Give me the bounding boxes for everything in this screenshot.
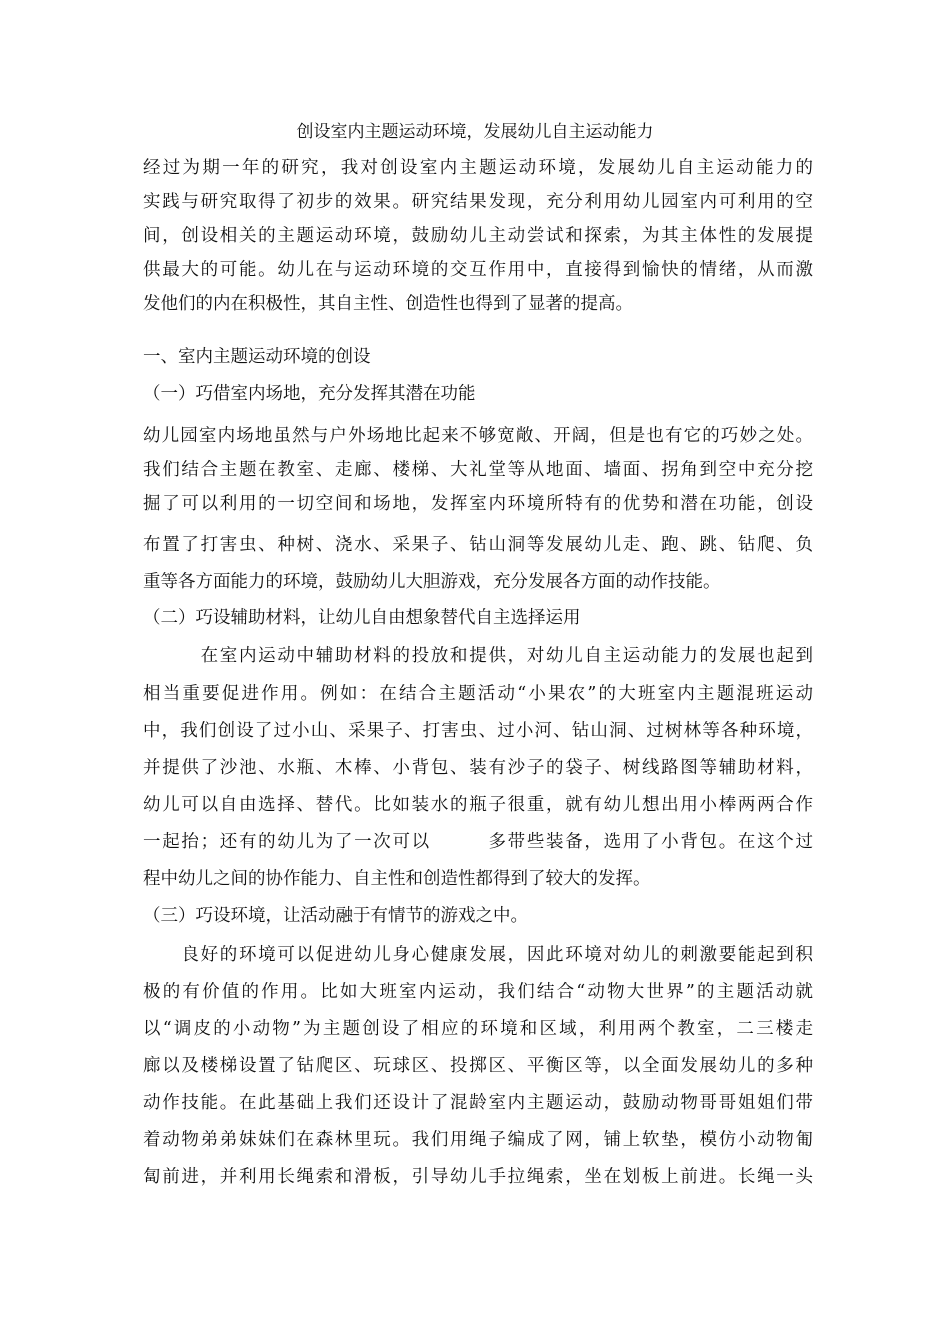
- text-line: 匐前进，并利用长绳索和滑板，引导幼儿手拉绳索，坐在划板上前进。长绳一头: [143, 1167, 813, 1187]
- text-line: 廊以及楼梯设置了钻爬区、玩球区、投掷区、平衡区等，以全面发展幼儿的多种: [143, 1056, 813, 1076]
- text-line: 相当重要促进作用。例如：在结合主题活动“小果农”的大班室内主题混班运动: [143, 684, 813, 704]
- text-line: 动作技能。在此基础上我们还设计了混龄室内主题运动，鼓励动物哥哥姐姐们带: [143, 1093, 813, 1113]
- text-line: 实践与研究取得了初步的效果。研究结果发现，充分利用幼儿园室内可利用的空: [143, 192, 813, 212]
- text-line: 我们结合主题在教室、走廊、楼梯、大礼堂等从地面、墙面、拐角到空中充分挖: [143, 460, 813, 480]
- text-line: 幼儿可以自由选择、替代。比如装水的瓶子很重，就有幼儿想出用小棒两两合作: [143, 795, 813, 815]
- text-line: 极的有价值的作用。比如大班室内运动，我们结合“动物大世界”的主题活动就: [143, 982, 813, 1002]
- text-line: 程中幼儿之间的协作能力、自主性和创造性都得到了较大的发挥。: [143, 869, 651, 889]
- text-line: 在室内运动中辅助材料的投放和提供，对幼儿自主运动能力的发展也起到: [143, 646, 813, 666]
- text-line: 一起抬；还有的幼儿为了一次可以 多带些装备，选用了小背包。在这个过: [143, 832, 813, 852]
- text-line: 良好的环境可以促进幼儿身心健康发展，因此环境对幼儿的刺激要能起到积: [143, 945, 813, 965]
- section-heading: 一、室内主题运动环境的创设: [143, 347, 371, 367]
- text-line: 以“调皮的小动物”为主题创设了相应的环境和区域，利用两个教室，二三楼走: [143, 1019, 813, 1039]
- text-line: 着动物弟弟妹妹们在森林里玩。我们用绳子编成了网，铺上软垫，模仿小动物匍: [143, 1130, 813, 1150]
- document-title: 创设室内主题运动环境，发展幼儿自主运动能力: [296, 122, 654, 142]
- subsection-heading: （一）巧借室内场地，充分发挥其潜在功能: [143, 384, 476, 404]
- text-line: 供最大的可能。幼儿在与运动环境的交互作用中，直接得到愉快的情绪，从而激: [143, 260, 813, 280]
- text-line: 中，我们创设了过小山、采果子、打害虫、过小河、钻山洞、过树林等各种环境，: [143, 721, 813, 741]
- text-line: 重等各方面能力的环境，鼓励幼儿大胆游戏，充分发展各方面的动作技能。: [143, 572, 721, 592]
- text-line: 布置了打害虫、种树、浇水、采果子、钻山洞等发展幼儿走、跑、跳、钻爬、负: [143, 535, 813, 555]
- text-line: 经过为期一年的研究，我对创设室内主题运动环境，发展幼儿自主运动能力的: [143, 158, 813, 178]
- subsection-heading: （二）巧设辅助材料，让幼儿自由想象替代自主选择运用: [143, 608, 581, 628]
- text-line: 发他们的内在积极性，其自主性、创造性也得到了显著的提高。: [143, 294, 633, 314]
- text-line: 并提供了沙池、水瓶、木棒、小背包、装有沙子的袋子、树线路图等辅助材料，: [143, 758, 813, 778]
- subsection-heading: （三）巧设环境，让活动融于有情节的游戏之中。: [143, 906, 528, 926]
- text-line: 幼儿园室内场地虽然与户外场地比起来不够宽敞、开阔，但是也有它的巧妙之处。: [143, 426, 813, 446]
- text-line: 间，创设相关的主题运动环境，鼓励幼儿主动尝试和探索，为其主体性的发展提: [143, 226, 813, 246]
- text-line: 掘了可以利用的一切空间和场地，发挥室内环境所特有的优势和潜在功能，创设: [143, 494, 813, 514]
